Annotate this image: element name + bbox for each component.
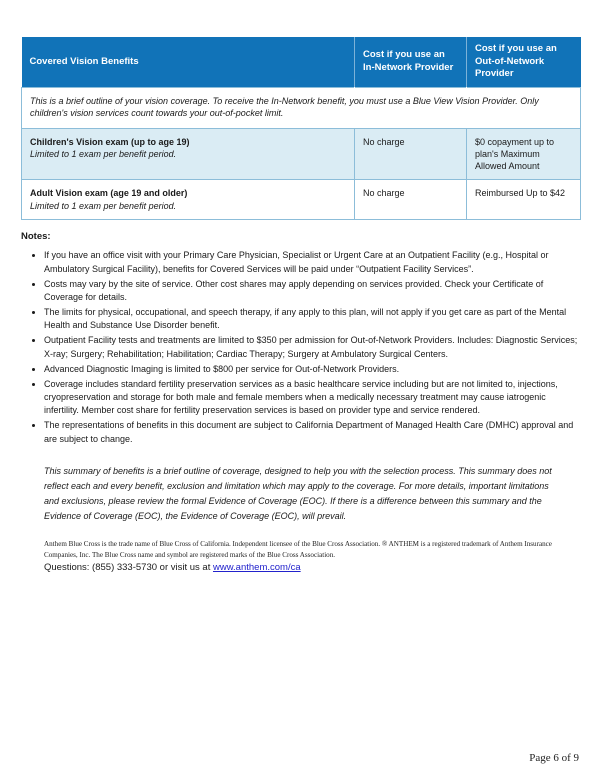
coverage-intro-text: This is a brief outline of your vision coverage. To receive the In-Network benefit, you must use a Blue View Vision Provider. Only children's vision services count towards your out-of-pocket limit. — [22, 87, 581, 128]
column-header-out-of-network-cost: Cost if you use an Out-of-Network Provider — [467, 37, 581, 87]
notes-section — [21, 230, 580, 448]
column-header-in-network-cost: Cost if you use an In-Network Provider — [355, 37, 467, 87]
benefit-cell — [22, 128, 355, 180]
notes-heading: Notes: — [21, 231, 51, 242]
note-item: • Advanced Diagnostic Imaging is limited to $800 per service for Out-of-Network Providers. — [44, 363, 580, 376]
note-item: • The representations of benefits in this document are subject to California Department of Managed Health Care (DMHC) approval and are subject to change. — [44, 419, 580, 446]
benefit-cell — [22, 180, 355, 219]
note-item: • Outpatient Facility tests and treatments are limited to $350 per admission for Out-of-Network Providers. Includes: Diagnostic Services; X-ray; Surgery; Rehabilitation; Habilitation; Cardiac Therapy; Surgery at Ambulatory Surgical Centers. — [44, 334, 580, 361]
out-of-network-cost-value: Reimbursed Up to $42 — [467, 180, 581, 219]
note-item: • If you have an office visit with your Primary Care Physician, Specialist or Urgent Care at an Outpatient Facility (e.g., Hospital or Ambulatory Surgical Facility), benefits for Covered Services will be paid under “Outpatient Facility Services”. — [44, 249, 580, 276]
table-row — [22, 128, 581, 180]
benefit-name: Children's Vision exam (up to age 19) — [30, 136, 190, 147]
benefit-name: Adult Vision exam (age 19 and older) — [30, 188, 188, 199]
out-of-network-cost-value: $0 copayment up to plan's Maximum Allowed Amount — [467, 128, 581, 180]
benefit-limit: Limited to 1 exam per benefit period. — [30, 148, 177, 159]
notes-list — [21, 249, 580, 446]
legal-fine-print: Anthem Blue Cross is the trade name of Blue Cross of California. Independent licensee of the Blue Cross Association. ® ANTHEM is a registered trademark of Anthem Insurance Companies, Inc. The Blue Cross name and symbol are registered marks of the Blue Cross Association. — [44, 540, 552, 559]
anthem-website-link[interactable]: www.anthem.com/ca — [212, 562, 301, 573]
note-item: • Coverage includes standard fertility preservation services as a basic healthcare service including but are not limited to, injections, cryopreservation and storage for both male and female members when a medically necessary treatment may cause iatrogenic infertility. Member cost share for fertility preservation services is based on provider type and service rendered. — [44, 378, 580, 418]
table-row — [22, 180, 581, 219]
table-intro-row — [22, 87, 581, 128]
summary-disclaimer: This summary of benefits is a brief outline of coverage, designed to help you with the selection process. This summary does not reflect each and every benefit, exclusion and limitation which may apply to the coverage. For more details, important limitations and exclusions, please review the formal Evidence of Coverage (EOC). If there is a difference between this summary and the Evidence of Coverage (EOC), the Evidence of Coverage (EOC), will prevail. — [44, 466, 552, 521]
benefit-limit: Limited to 1 exam per benefit period. — [30, 200, 177, 211]
questions-line — [44, 561, 301, 574]
in-network-cost-value: No charge — [355, 128, 467, 180]
in-network-cost-value: No charge — [355, 180, 467, 219]
page-number: Page 6 of 9 — [529, 752, 579, 764]
column-header-covered-vision-benefits: Covered Vision Benefits — [22, 37, 355, 87]
note-item: • Costs may vary by the site of service. Other cost shares may apply depending on services provided. Check your Certificate of Coverage for details. — [44, 278, 580, 305]
note-item: • The limits for physical, occupational, and speech therapy, if any apply to this plan, will not apply if you get care as part of the Mental Health and Substance Use Disorder benefit. — [44, 306, 580, 333]
covered-vision-benefits-table — [21, 37, 581, 220]
table-header-row — [22, 37, 581, 87]
questions-text: Questions: (855) 333-5730 or visit us at — [44, 562, 213, 573]
